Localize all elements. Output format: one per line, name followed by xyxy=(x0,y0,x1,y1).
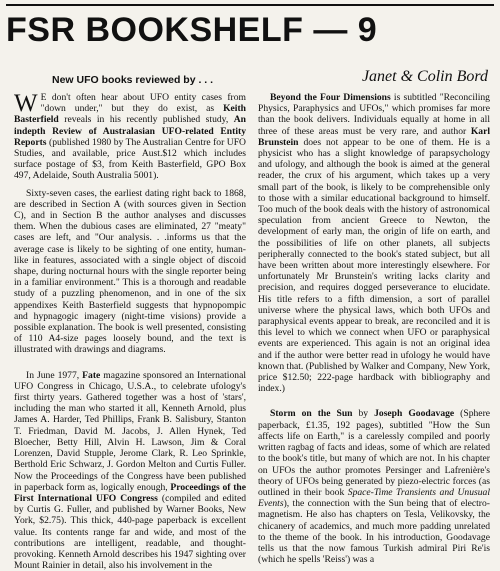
book-title: Storm on the Sun xyxy=(270,408,353,420)
review-paragraph-congress: In June 1977, Fate magazine sponsored an International UFO Congress in Chicago, U.S.A., to celebrate ufology's first thirty years. Gathered together was a host of 'stars', including the man who started it all, Kenneth Arnold, plus James A. Harder, Ted Phillips, Frank B. Salisbury, Stanton T. Friedman, David M. Jacobs, J. Allen Hynek, Ted Bloecher, Betty Hill, Alvin H. Lawson, Jim & Coral Lorenzen, David Stupple, Jerome Clark, R. Leo Sprinkle, Berthold Eric Schwarz, J. Gordon Melton and Curtis Fuller. Now the Proceedings of the Congress have been published in paperback form as, logically enough, Proceedings of the First International UFO Congress (compiled and edited by Curtis G. Fuller, and published by Warner Books, New York, $2.75). This thick, 440-page paperback is excellent value. Its contents range far and wide, and most of the contributions are intelligent, readable, and thought-provoking. Kenneth Arnold describes his 1947 sighting over Mount Rainier in detail, also his involvement in the xyxy=(14,369,246,571)
review-paragraph-storm-on-the-sun: Storm on the Sun by Joseph Goodavage (Sphere paperback, £1.35, 192 pages), subtitled "How the Sun affects life on Earth," is a carelessly compiled and poorly written ragbag of facts and ideas, some of which are related to the book's title, but many of which are not. In his chapter on UFOs the author promotes Persinger and Lafrenière's theory of UFOs being generated by piezo-electric forces (as outlined in their book Space-Time Transients and Unusual Events), the connection with the Sun being that of electro-magnetism. He also has chapters on Tesla, Velikovsky, the chicanery of academics, and much more padding unrelated to the theme of the book. In his introduction, Goodavage tells us that the now famous Turkish admiral Piri Re'is (which he spells 'Reiss') was a xyxy=(258,408,491,566)
cited-book-title: Space-Time Transients and Unusual Events xyxy=(258,486,490,510)
review-paragraph-analysis: Sixty-seven cases, the earliest dating right back to 1868, are described in Section A (with sources given in Section C), and in Section B the author analyses and discusses them. When the dubious cases are eliminated, 27 "meaty" cases are left, and "Our analysis. . .informs us that the average case is likely to be sighting of one entity, human-like in features, associated with a single object of discoid shape, during nocturnal hours with the single reporter being in a familiar environment." This is a thorough and readable study of a puzzling phenomenon, and in one of the six appendixes Keith Basterfield suggests that hypnopompic and hypnagogic imagery (night-time visions) provide a possible explanation. The book is well presented, consisting of 110 A4-size pages loosely bound, and the text is illustrated with drawings and diagrams. xyxy=(14,187,246,356)
book-title: An indepth Review of Australasian UFO-related Entity Reports xyxy=(14,114,246,148)
author-name: Keith Basterfield xyxy=(14,103,246,126)
magazine-name: Fate xyxy=(82,369,101,381)
right-column xyxy=(258,92,491,566)
top-rule xyxy=(6,4,494,6)
book-title: Beyond the Four Dimensions xyxy=(270,92,391,103)
page-subtitle: New UFO books reviewed by . . . xyxy=(52,74,214,86)
drop-cap: W xyxy=(14,90,38,117)
book-title: Proceedings of the First International UFO Congress xyxy=(14,481,246,504)
review-paragraph-four-dimensions: Beyond the Four Dimensions is subtitled "Reconciling Physics, Paraphysics and UFOs," which promises far more than the book delivers. Individuals equally at home in all three of these areas must be very rare, and author Karl Brunstein does not appear to be one of them. He is a physicist who has a slight knowledge of parapsychology and ufology, and although the book is aimed at the general reader, the crux of his argument, which takes up a very small part of the book, is likely to be comprehensible only to those with a similar educational background to himself. Too much of the book deals with the history of astronomical speculation from ancient Greece to Newton, the development of early man, the origin of life on earth, and the possibilities of life on other planets, all subjects peripherally connected to the book's stated subject, but all have been written about more interestingly elsewhere. For unfortunately Mr Brunstein's writing lacks clarity and precision, and requires dogged perseverance to elucidate. His title refers to a fifth dimension, a sort of parallel universe where the physical laws, which both UFOs and paraphysical events appear to break, are reconciled and it is this level to which we connect when UFO or paraphysical events are experienced. This again is not an original idea and if the author were better read in ufology he would have known that. (Published by Walker and Company, New York, price $12.50; 222-page hardback with bibliography and index.) xyxy=(258,92,490,395)
reviewer-byline: Janet & Colin Bord xyxy=(361,68,488,85)
author-name: Joseph Goodavage xyxy=(374,408,455,420)
review-paragraph-basterfield: W E don't often hear about UFO entity cases from "down under," but they do exist, as Keith Basterfield reveals in his recently published study, An indepth Review of Australasian UFO-related Entity Reports (published 1980 by The Australian Centre for UFO Studies, and available, price Aust.$12 which includes surface postage of $3, from Keith Basterfield, GPO Box 497, Adelaide, South Australia 5001). xyxy=(14,90,246,182)
author-name: Karl Brunstein xyxy=(258,125,490,148)
left-column xyxy=(14,90,246,571)
page-title: FSR BOOKSHELF — 9 xyxy=(6,11,378,49)
